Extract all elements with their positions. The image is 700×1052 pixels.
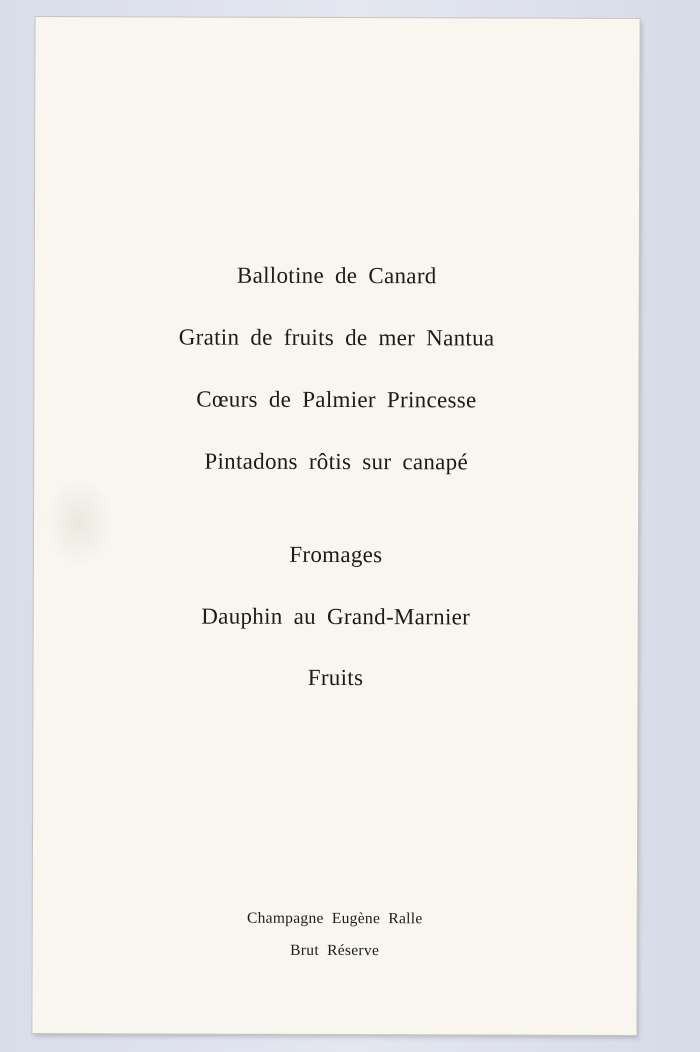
menu-item-coeurs-de-palmier: Cœurs de Palmier Princesse xyxy=(196,386,477,413)
menu-item-gratin: Gratin de fruits de mer Nantua xyxy=(178,324,495,351)
menu-item-ballotine: Ballotine de Canard xyxy=(236,262,437,289)
menu-item-dauphin: Dauphin au Grand-Marnier xyxy=(201,603,471,630)
menu-card xyxy=(32,17,639,1035)
wine-name: Champagne Eugène Ralle xyxy=(246,909,423,928)
menu-item-pintadons: Pintadons rôtis sur canapé xyxy=(204,448,469,475)
menu-item-fromages: Fromages xyxy=(289,541,383,568)
wine-style: Brut Réserve xyxy=(290,941,380,960)
menu-item-fruits: Fruits xyxy=(307,664,364,691)
